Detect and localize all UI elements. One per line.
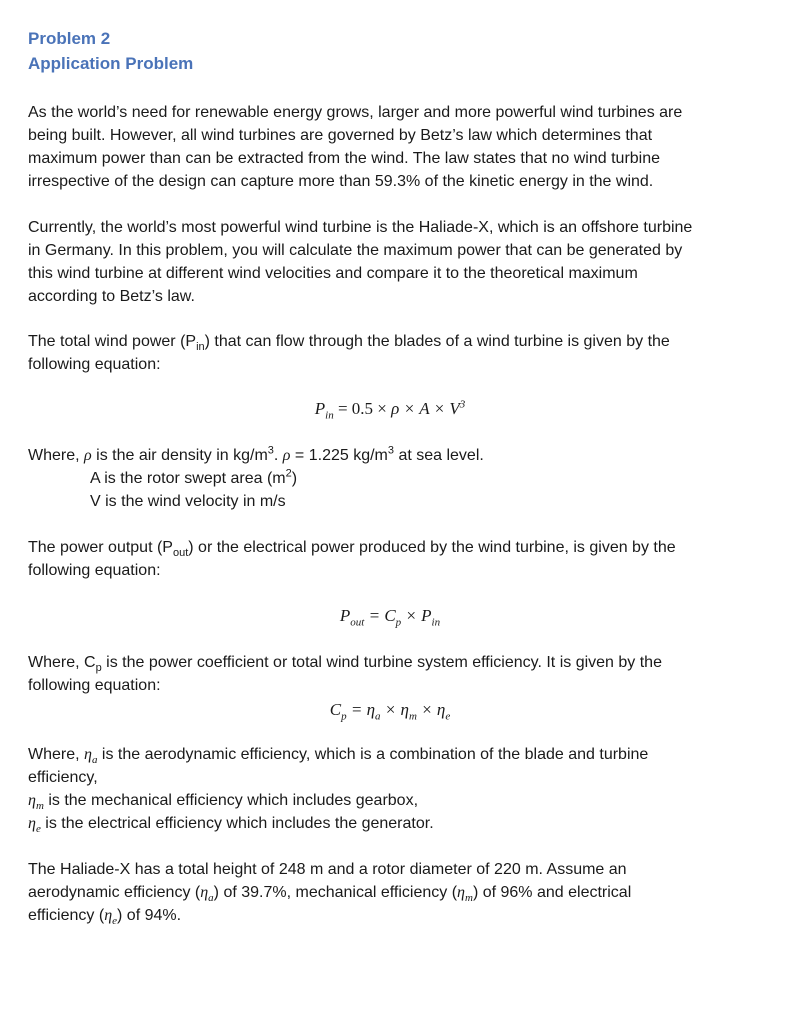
context-line: according to Betz’s law. [28, 288, 195, 305]
velocity-definition: V is the wind velocity in m/s [90, 493, 286, 510]
area-definition: A is the rotor swept area $(m^2)$ [90, 467, 298, 487]
pin-definitions [28, 444, 778, 513]
mech-efficiency-definition: $\eta_m$ is the mechanical efficiency which includes gearbox, [28, 792, 419, 813]
context-line: this wind turbine at different wind velocities and compare it to the theoretical maximum [28, 265, 638, 282]
problem-number: Problem 2 [28, 29, 111, 48]
problem-subtitle: Application Problem [28, 54, 194, 73]
pout-equation: $P_{out} = C_p \times P_{in}$ [339, 606, 441, 629]
pin-intro-line: The total wind power $(P_{in})$ that can flow through the blades of a wind turbine is given by the [28, 333, 670, 354]
context-line: Currently, the world’s most powerful wind turbine is the Haliade-X, which is an offshore turbine [28, 219, 693, 236]
given-line: efficiency $(\eta_e)$ of 94%. [28, 907, 182, 928]
elec-efficiency-definition: $\eta_e$ is the electrical efficiency which includes the generator. [28, 815, 434, 836]
intro-paragraph [28, 101, 778, 193]
pout-intro-paragraph [28, 536, 778, 582]
given-line: The Haliade-X has a total height of 248 m and a rotor diameter of 220 m. Assume an [28, 861, 627, 878]
pin-intro-paragraph [28, 330, 778, 376]
context-line: in Germany. In this problem, you will calculate the maximum power that can be generated by [28, 242, 683, 259]
pout-intro-line: The power output $(P_{out})$ or the electrical power produced by the wind turbine, is given by the [28, 539, 676, 560]
rho-definition: Where, ρ is the air density in $kg/m^3$. ρ = 1.225 $kg/m^3$ at sea level. [28, 444, 484, 464]
cp-equation: $C_p = \eta_a \times \eta_m \times \eta_e$ [329, 700, 451, 723]
cp-intro-line: Where, $C_p$ is the power coefficient or total wind turbine system efficiency. It is given by the [28, 654, 662, 675]
pin-intro-line: following equation: [28, 356, 161, 373]
intro-line: being built. However, all wind turbines are governed by Betz’s law which determines that [28, 127, 653, 144]
given-line: aerodynamic efficiency $(\eta_a)$ of 39.7%, mechanical efficiency $(\eta_m)$ of 96% and electrical [28, 884, 632, 905]
pin-equation: $P_{in} = 0.5 \times \rho \times A \times V^3$ [314, 398, 466, 422]
cp-intro-paragraph [28, 651, 778, 697]
efficiency-definitions [28, 743, 778, 835]
aero-efficiency-definition: Where, $\eta_a$ is the aerodynamic efficiency, which is a combination of the blade and turbine [28, 746, 649, 767]
intro-line: maximum power than can be extracted from the wind. The law states that no wind turbine [28, 150, 661, 167]
intro-line: As the world’s need for renewable energy grows, larger and more powerful wind turbines are [28, 104, 683, 121]
aero-efficiency-continuation: efficiency, [28, 769, 98, 786]
given-values-paragraph [28, 858, 778, 927]
intro-line: irrespective of the design can capture more than 59.3% of the kinetic energy in the wind. [28, 173, 654, 190]
pout-intro-line: following equation: [28, 562, 161, 579]
cp-intro-line: following equation: [28, 677, 161, 694]
context-paragraph [28, 216, 778, 308]
